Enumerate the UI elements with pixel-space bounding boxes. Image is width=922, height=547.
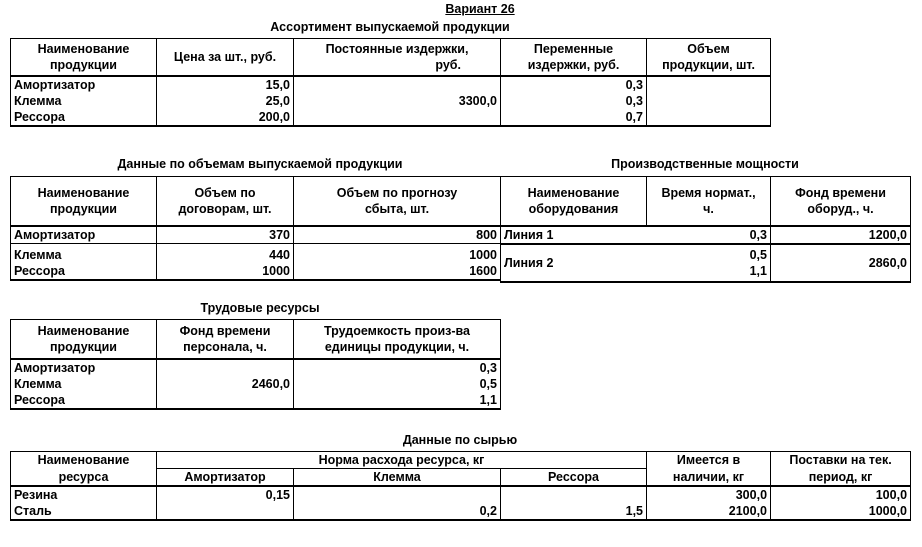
table-row [11, 263, 501, 280]
labor-cell: 0,3 [294, 359, 501, 376]
materials-header-1 [11, 452, 911, 469]
staff-fund-value: 2460,0 [157, 376, 294, 392]
product-name: Амортизатор [11, 226, 157, 244]
fixed-cell [294, 109, 501, 126]
fund-cell: 1200,0 [771, 226, 911, 244]
header-sub-klemma: Клемма [294, 469, 501, 487]
supply-cell: 100,0 [771, 486, 911, 503]
table-row [11, 486, 911, 503]
table-row [11, 376, 501, 392]
assortment-header [11, 39, 771, 77]
assortment-table [10, 38, 771, 127]
table-row [11, 244, 501, 264]
contract-cell: 370 [157, 226, 294, 244]
product-name: Амортизатор [11, 76, 157, 93]
table-row [501, 226, 911, 244]
volume-cell [647, 109, 771, 126]
header-contract: Объем по договорам, шт. [157, 177, 294, 227]
volumes-header [11, 177, 501, 227]
labor-cell: 1,1 [294, 392, 501, 409]
fund-cell: 2860,0 [771, 244, 911, 282]
header-supply: Поставки на тек. [771, 452, 911, 469]
header-product: Наименование продукции [11, 320, 157, 360]
header-labor-intensity: Трудоемкость произ-ва единицы продукции, ч. [294, 320, 501, 360]
product-name: Клемма [11, 376, 157, 392]
labor-title: Трудовые ресурсы [200, 301, 320, 315]
available-cell: 2100,0 [647, 503, 771, 520]
header-product: Наименование продукции [11, 39, 157, 77]
fixed-costs-value: 3300,0 [294, 93, 501, 109]
norm-amort-cell [157, 503, 294, 520]
labor-header [11, 320, 501, 360]
product-name: Рессора [11, 392, 157, 409]
variable-cell: 0,3 [501, 93, 647, 109]
capacity-table [500, 176, 911, 283]
labor-table [10, 319, 501, 410]
header-volume: Объем продукции, шт. [647, 39, 771, 77]
price-cell: 15,0 [157, 76, 294, 93]
forecast-cell: 800 [294, 226, 501, 244]
variable-cell: 0,7 [501, 109, 647, 126]
product-name: Амортизатор [11, 359, 157, 376]
variable-cell: 0,3 [501, 76, 647, 93]
table-row [11, 76, 771, 93]
fixed-cell [294, 76, 501, 93]
table-row [11, 109, 771, 126]
volume-cell [647, 93, 771, 109]
assortment-title: Ассортимент выпускаемой продукции [270, 20, 510, 34]
forecast-cell: 1000 [294, 244, 501, 264]
header-sub-ressora: Рессора [501, 469, 647, 487]
header-staff-fund: Фонд времени персонала, ч. [157, 320, 294, 360]
norm-amort-cell: 0,15 [157, 486, 294, 503]
table-row [11, 359, 501, 376]
table-row [501, 244, 911, 282]
price-cell: 200,0 [157, 109, 294, 126]
norm-time-cell: 0,5 1,1 [647, 244, 771, 282]
header-variable-costs: Переменные издержки, руб. [501, 39, 647, 77]
product-name: Рессора [11, 263, 157, 280]
materials-title: Данные по сырью [402, 433, 518, 447]
forecast-cell: 1600 [294, 263, 501, 280]
header-product: Наименование продукции [11, 177, 157, 227]
header-norm-time: Время нормат., ч. [647, 177, 771, 227]
norm-klemma-cell: 0,2 [294, 503, 501, 520]
equipment-name: Линия 2 [501, 244, 647, 282]
header-resource-2: ресурса [11, 469, 157, 487]
volumes-table [10, 176, 501, 281]
equipment-name: Линия 1 [501, 226, 647, 244]
capacity-header [501, 177, 911, 227]
fund-cell [157, 392, 294, 409]
product-name: Клемма [11, 244, 157, 264]
header-price: Цена за шт., руб. [157, 39, 294, 77]
header-available-2: наличии, кг [647, 469, 771, 487]
header-equipment-fund: Фонд времени оборуд., ч. [771, 177, 911, 227]
table-row [11, 93, 771, 109]
header-forecast: Объем по прогнозу сбыта, шт. [294, 177, 501, 227]
supply-cell: 1000,0 [771, 503, 911, 520]
contract-cell: 1000 [157, 263, 294, 280]
header-equipment: Наименование оборудования [501, 177, 647, 227]
table-row [11, 503, 911, 520]
header-available: Имеется в [647, 452, 771, 469]
norm-time-cell: 0,3 [647, 226, 771, 244]
fund-cell [157, 359, 294, 376]
header-sub-amort: Амортизатор [157, 469, 294, 487]
variant-title: Вариант 26 [445, 2, 515, 16]
header-fixed-costs: Постоянные издержки, руб. [294, 39, 501, 77]
resource-name: Резина [11, 486, 157, 503]
table-row [11, 392, 501, 409]
product-name: Клемма [11, 93, 157, 109]
contract-cell: 440 [157, 244, 294, 264]
materials-table [10, 451, 911, 521]
header-supply-2: период, кг [771, 469, 911, 487]
norm-ressora-cell: 1,5 [501, 503, 647, 520]
header-resource: Наименование [11, 452, 157, 469]
volume-cell [647, 76, 771, 93]
table-row [11, 226, 501, 244]
price-cell: 25,0 [157, 93, 294, 109]
materials-header-2 [11, 469, 911, 487]
header-norm: Норма расхода ресурса, кг [157, 452, 647, 469]
resource-name: Сталь [11, 503, 157, 520]
capacity-title: Производственные мощности [611, 157, 799, 171]
norm-klemma-cell [294, 486, 501, 503]
norm-ressora-cell [501, 486, 647, 503]
available-cell: 300,0 [647, 486, 771, 503]
product-name: Рессора [11, 109, 157, 126]
volumes-title: Данные по объемам выпускаемой продукции [117, 157, 403, 171]
labor-cell: 0,5 [294, 376, 501, 392]
